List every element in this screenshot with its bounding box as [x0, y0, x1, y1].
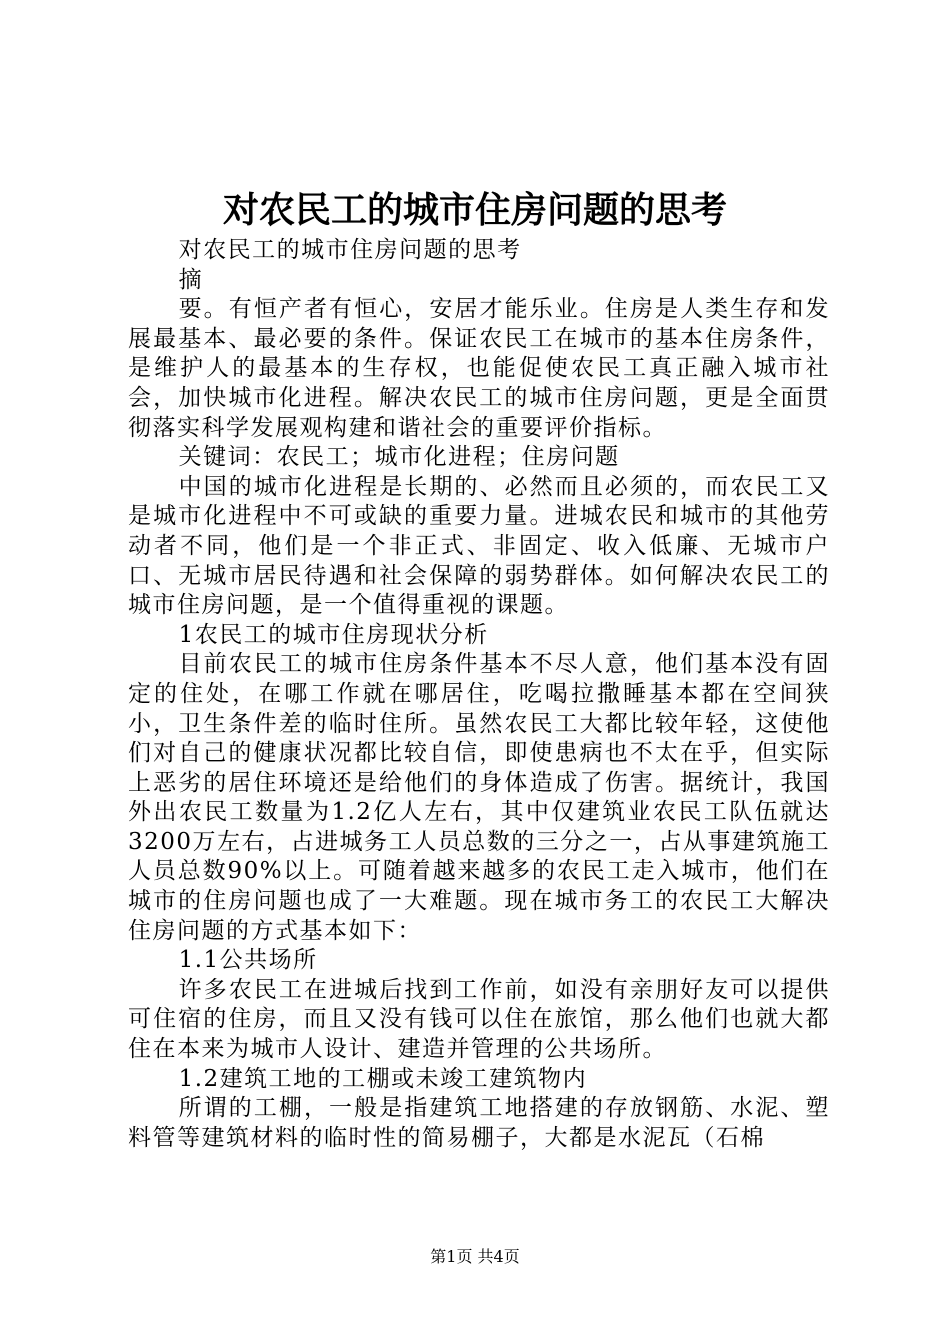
document-body [128, 236, 830, 1153]
paragraph-section-1: 目前农民工的城市住房条件基本不尽人意，他们基本没有固定的住处，在哪工作就在哪居住，吃喝拉撒睡基本都在空间狭小，卫生条件差的临时住所。虽然农民工大都比较年轻，这使他们对自己的健康状况都比较自信，即使患病也不太在乎，但实际上恶劣的居住环境还是给他们的身体造成了伤害。据统计，我国外出农民工数量为1.2亿人左右，其中仅建筑业农民工队伍就达3200万左右，占进城务工人员总数的三分之一，占从事建筑施工人员总数90%以上。可随着越来越多的农民工走入城市，他们在城市的住房问题也成了一大难题。现在城市务工的农民工大解决住房问题的方式基本如下： [128, 651, 830, 944]
page-footer: 第1页 共4页 [430, 1247, 520, 1266]
paragraph-subtitle: 对农民工的城市住房问题的思考 [178, 237, 522, 263]
section-heading-1-2: 1.2建筑工地的工棚或未竣工建筑物内 [178, 1065, 588, 1092]
paragraph-abstract: 要。有恒产者有恒心，安居才能乐业。住房是人类生存和发展最基本、最必要的条件。保证农民工在城市的基本住房条件，是维护人的最基本的生存权，也能促使农民工真正融入城市社会，加快城市化进程。解决农民工的城市住房问题，更是全面贯彻落实科学发展观构建和谐社会的重要评价指标。 [128, 296, 830, 441]
section-heading-1: 1农民工的城市住房现状分析 [178, 621, 489, 648]
document-title: 对农民工的城市住房问题的思考 [222, 189, 727, 231]
paragraph-intro: 中国的城市化进程是长期的、必然而且必须的，而农民工又是城市化进程中不可或缺的重要力量。进城农民和城市的其他劳动者不同，他们是一个非正式、非固定、收入低廉、无城市户口、无城市居民待遇和社会保障的弱势群体。如何解决农民工的城市住房问题，是一个值得重视的课题。 [128, 473, 830, 619]
section-heading-1-1: 1.1公共场所 [178, 947, 318, 974]
paragraph-abstract-label: 摘 [178, 266, 204, 293]
paragraph-section-1-2: 所谓的工棚，一般是指建筑工地搭建的存放钢筋、水泥、塑料管等建筑材料的临时性的简易棚子，大都是水泥瓦（石棉 [128, 1095, 830, 1151]
paragraph-section-1-1: 许多农民工在进城后找到工作前，如没有亲朋好友可以提供可住宿的住房，而且又没有钱可以住在旅馆，那么他们也就大都住在本来为城市人设计、建造并管理的公共场所。 [128, 976, 830, 1063]
paragraph-keywords: 关键词：农民工；城市化进程；住房问题 [178, 444, 620, 471]
